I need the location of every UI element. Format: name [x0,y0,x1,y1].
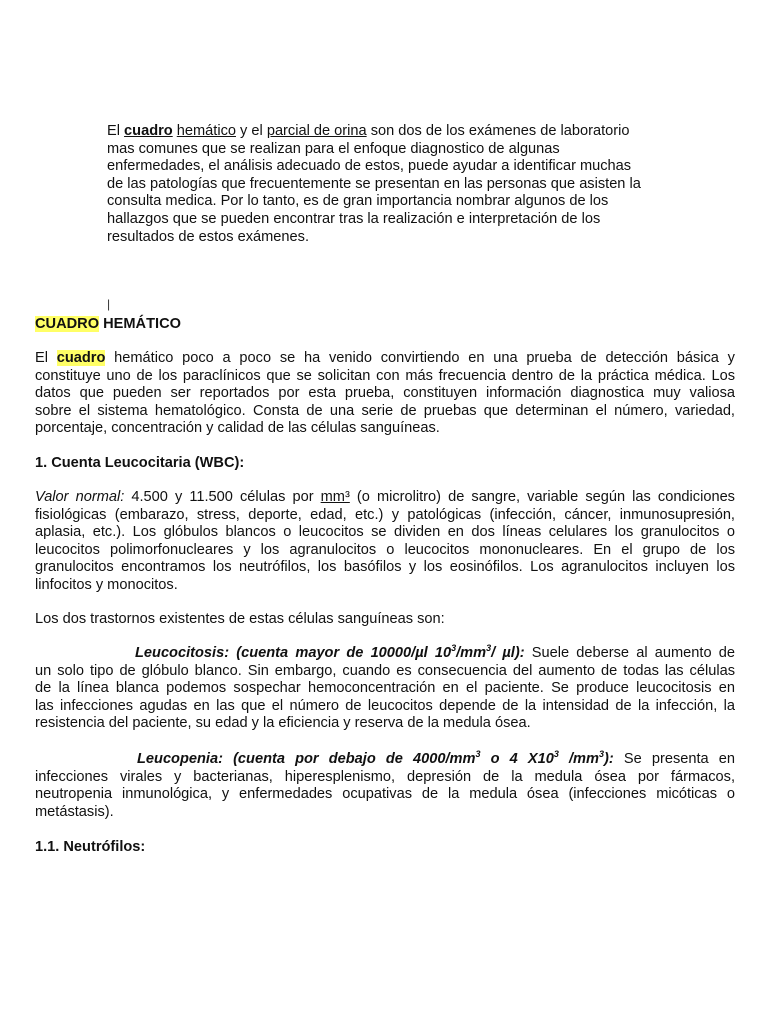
link-cuadro[interactable]: cuadro [124,123,173,139]
p2-line-4: leucocitos polimorfonucleares y los agranulocitos o leucocitos mononucleares. En el grupo de los [35,541,735,558]
term-leucocitosis-b: /mm [456,645,487,661]
p2-line-6: linfocitos y monocitos. [35,576,178,593]
term-leucopenia-a: Leucopenia: (cuenta por debajo de 4000/mm [137,751,476,767]
p5-line-2: infecciones virales y bacterianas, hiperesplenismo, depresión de la medula ósea por fármacos, [35,768,735,785]
paragraph-valor-normal [35,489,735,595]
sup-5: 3 [599,749,605,760]
sup-3: 3 [475,749,481,760]
p2-line-5: granulocitos encontramos los neutrófilos, los basófilos y los eosinófilos. Los agranulocitos incluyen los [35,559,735,576]
p5-line-3: neutropenia inmunológica, y enfermedades ocupativas de la medula ósea (infecciones micóticas o [35,786,735,803]
p1-line-3: datos que pueden ser reportados por esta prueba, constituyen información diagnostica muy valiosa [35,385,735,402]
intro-line-1-rest: son dos de los exámenes de laboratorio [370,123,630,139]
p4-line-1-rest: Suele deberse al aumento de [531,645,735,661]
paragraph-trastornos: Los dos trastornos existentes de estas células sanguíneas son: [35,611,445,627]
sup-1: 3 [451,643,457,654]
p1-line-1 [35,350,735,368]
p4-line-4: las infecciones agudas en las que el número de leucocitos depende de la intensidad de la infección, la [35,697,735,714]
p4-line-5: resistencia del paciente, su edad y la eficiencia y reserva de la medula ósea. [35,715,531,732]
intro-line-3: enfermedades, el análisis adecuado de estos, puede ayudar a identificar muchas [107,158,632,175]
p2-line-1 [35,489,735,507]
p1-word-el: El [35,350,48,366]
paragraph-leucopenia [35,751,735,821]
heading-neutrofilos: 1.1. Neutrófilos: [35,839,146,855]
link-parcial-de-orina[interactable]: parcial de orina [266,123,367,139]
sup-4: 3 [553,749,559,760]
p1-line-5: porcentaje, concentración y calidad de las células sanguíneas. [35,420,440,437]
intro-word-el: El [107,123,120,139]
intro-line-7: resultados de estos exámenes. [107,228,309,245]
p2-line-1-b: (o microlitro) de sangre, variable según las condiciones [356,489,735,505]
text-cursor-mark: | [107,297,111,311]
intro-line-4: de las patologías que frecuentemente se presentan en las personas que asisten la [107,175,641,192]
p2-line-2: fisiológicas (embarazo, stress, deporte, edad, etc.) y patológicas (infección, cáncer, inmunosupresión, [35,506,735,523]
p5-line-4: metástasis). [35,803,114,820]
paragraph-leucocitosis [35,645,735,733]
section-title-highlight: CUADRO [35,316,100,332]
intro-word-y: y el [240,123,263,139]
intro-line-2: mas comunes que se realizan para el enfoque diagnostico de algunas [107,140,560,157]
section-title-rest: HEMÁTICO [103,316,181,332]
intro-paragraph [107,123,667,246]
p5-line-1-rest: Se presenta en [623,751,735,767]
sup-2: 3 [486,643,492,654]
intro-line-5: consulta medica. Por lo tanto, es de gran importancia nombrar algunos de los [107,193,609,210]
intro-line-1 [107,123,667,141]
p1-highlight-cuadro: cuadro [56,350,106,366]
term-leucopenia-d: ): [604,751,614,767]
heading-cuenta-leucocitaria: 1. Cuenta Leucocitaria (WBC): [35,455,245,471]
p1-line-2: constituye uno de los paraclínicos que se solicitan con más frecuencia dentro de la práctica médica. Los [35,367,735,384]
term-leucocitosis [135,645,525,661]
intro-line-6: hallazgos que se pueden encontrar tras la realización e interpretación de los [107,210,601,227]
p1-line-1-rest: hemático poco a poco se ha venido convirtiendo en una prueba de detección básica y [114,350,735,366]
link-hematico[interactable]: hemático [176,123,236,139]
term-leucopenia-b: o 4 X10 [490,751,554,767]
p4-line-1 [35,645,735,663]
p4-line-3: de la línea blanca podemos sospechar hemoconcentración en el paciente. Se produce leucocitosis en [35,680,735,697]
term-leucopenia [137,751,614,767]
paragraph-cuadro-hematico [35,350,735,438]
p1-line-4: sobre el sistema hematológico. Consta de una serie de pruebas que determinan el número, variedad, [35,402,735,419]
term-leucopenia-c: /mm [569,751,600,767]
term-leucocitosis-a: Leucocitosis: (cuenta mayor de 10000/µl 10 [135,645,452,661]
p2-label: Valor normal: [35,489,125,505]
section-title [35,316,181,334]
p2-line-3: aplasia, etc.). Los glóbulos blancos o leucocitos se dividen en dos líneas celulares los granulocitos o [35,524,735,541]
link-mm3[interactable]: mm³ [320,489,350,505]
term-leucocitosis-c: / µl): [491,645,525,661]
p2-line-1-a: 4.500 y 11.500 células por [131,489,314,505]
p4-line-2: un solo tipo de glóbulo blanco. Sin embargo, cuando es consecuencia del aumento de todas las células [35,662,735,679]
p5-line-1 [35,751,735,769]
